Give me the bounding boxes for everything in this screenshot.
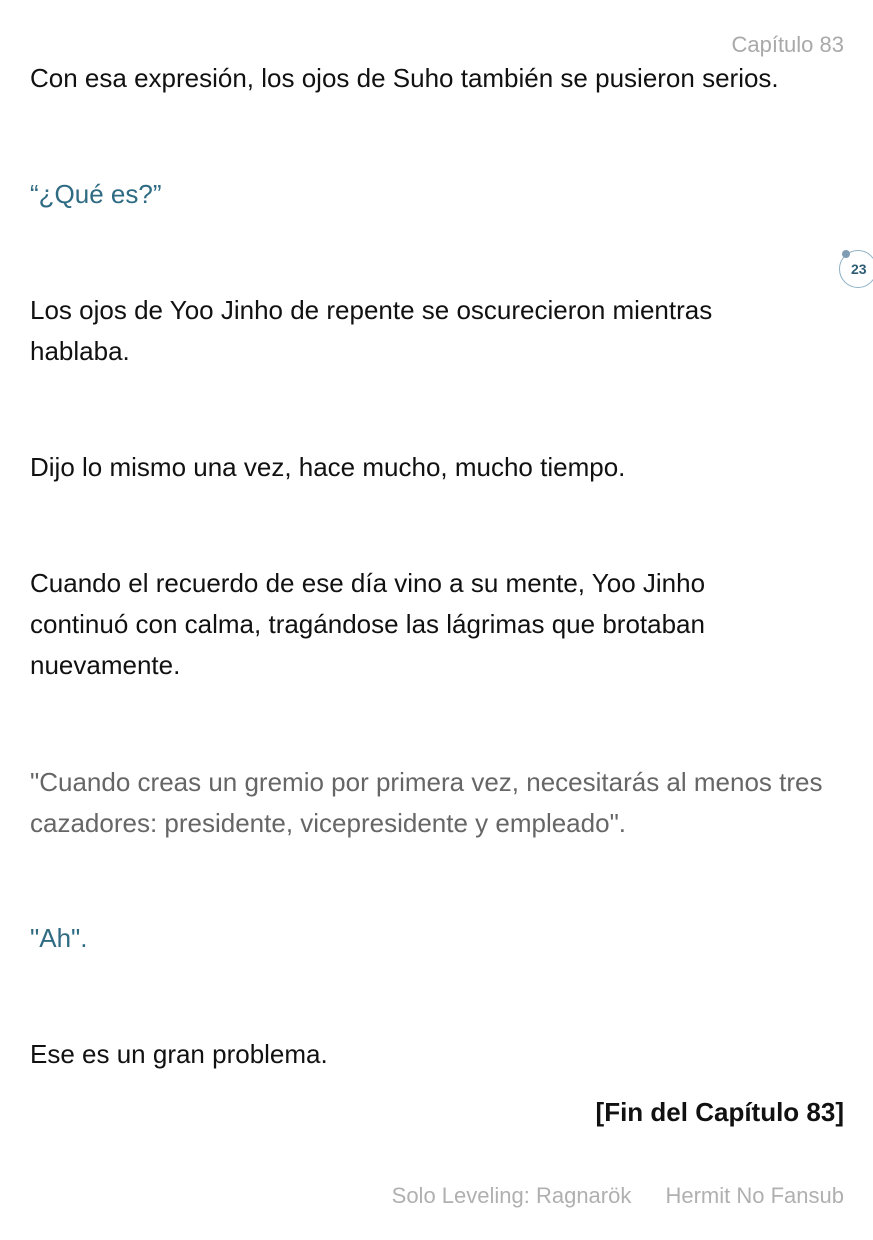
page-number: 23 xyxy=(851,261,867,277)
bookmark-dot-icon xyxy=(842,250,850,258)
chapter-header: Capítulo 83 xyxy=(731,32,844,57)
page-number-badge[interactable] xyxy=(839,250,873,288)
paragraph-narration: Ese es un gran problema. xyxy=(30,1039,328,1069)
novel-title-link[interactable]: Solo Leveling: Ragnarök xyxy=(391,1183,632,1208)
paragraph-dialogue: "Ah". xyxy=(30,923,88,953)
paragraph-narration: Cuando el recuerdo de ese día vino a su mente, Yoo Jinho continuó con calma, tragándose las lágrimas que brotaban nuevamente. xyxy=(30,568,706,680)
paragraph-dialogue: "Cuando creas un gremio por primera vez, necesitarás al menos tres cazadores: presidente, vicepresidente y empleado". xyxy=(30,767,823,838)
paragraph-narration: Con esa expresión, los ojos de Suho también se pusieron serios. xyxy=(30,63,779,93)
footer xyxy=(392,1182,844,1210)
paragraph-dialogue: “¿Qué es?” xyxy=(30,179,162,209)
chapter-end-label: [Fin del Capítulo 83] xyxy=(595,1097,844,1127)
paragraph-narration: Los ojos de Yoo Jinho de repente se oscurecieron mientras hablaba. xyxy=(30,295,713,366)
paragraph-narration: Dijo lo mismo una vez, hace mucho, mucho tiempo. xyxy=(30,452,626,482)
translator-link[interactable]: Hermit No Fansub xyxy=(665,1183,844,1208)
